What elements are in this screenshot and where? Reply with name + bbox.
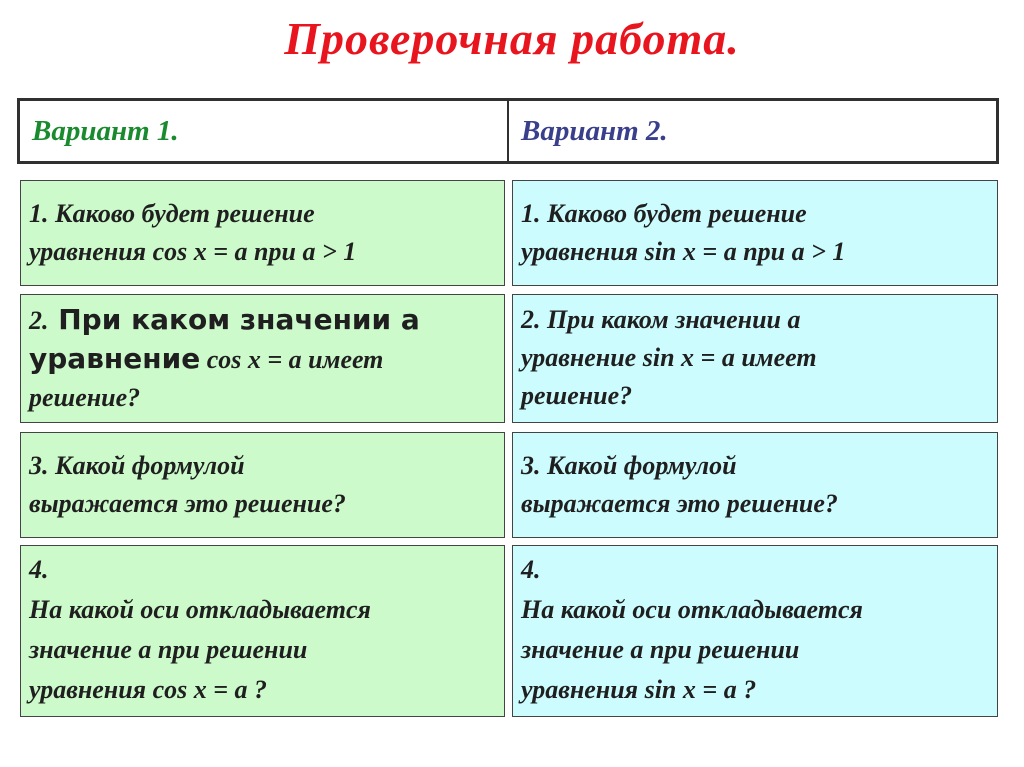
variant-2-question-4	[512, 545, 998, 717]
question-number: 2.	[29, 306, 49, 335]
question-line: 2. При каком значении а	[521, 305, 801, 334]
question-text: cos x = a имеет	[200, 345, 384, 374]
variants-header-table	[17, 98, 999, 164]
question-line: выражается это решение?	[29, 489, 346, 518]
question-line: 1. Каково будет решение	[521, 199, 807, 228]
question-line	[29, 301, 504, 340]
page-title: Проверочная работа.	[284, 13, 740, 64]
question-line: 3. Какой формулой	[521, 451, 737, 480]
question-line: 1. Каково будет решение	[29, 199, 315, 228]
variant-1-question-3	[20, 432, 505, 538]
question-line: решение?	[29, 383, 141, 412]
variant-1-question-2	[20, 294, 505, 423]
variant-2-question-1	[512, 180, 998, 286]
variant-2-header: Вариант 2.	[521, 114, 668, 147]
question-line: решение?	[521, 381, 633, 410]
question-line: уравнение sin x = a имеет	[521, 343, 817, 372]
question-line	[29, 340, 504, 379]
question-line: уравнения cos x = a при a > 1	[29, 237, 357, 266]
variant-1-question-4	[20, 545, 505, 717]
question-line: выражается это решение?	[521, 489, 838, 518]
question-line: значение а при решении	[29, 635, 308, 664]
question-line: уравнения cos x = a ?	[29, 675, 268, 704]
variant-2-question-3	[512, 432, 998, 538]
question-line: значение а при решении	[521, 635, 800, 664]
question-line: На какой оси откладывается	[521, 595, 863, 624]
question-line: На какой оси откладывается	[29, 595, 371, 624]
question-line: 3. Какой формулой	[29, 451, 245, 480]
variant-1-question-1	[20, 180, 505, 286]
question-emphasis: уравнение	[29, 342, 201, 375]
question-line: уравнения sin x = a при a > 1	[521, 237, 846, 266]
question-line: 4.	[29, 555, 49, 584]
question-line: уравнения sin x = a ?	[521, 675, 757, 704]
variant-1-header: Вариант 1.	[20, 101, 509, 161]
question-line: 4.	[521, 555, 541, 584]
variant-2-question-2	[512, 294, 998, 423]
question-emphasis: При каком значении а	[48, 303, 420, 336]
